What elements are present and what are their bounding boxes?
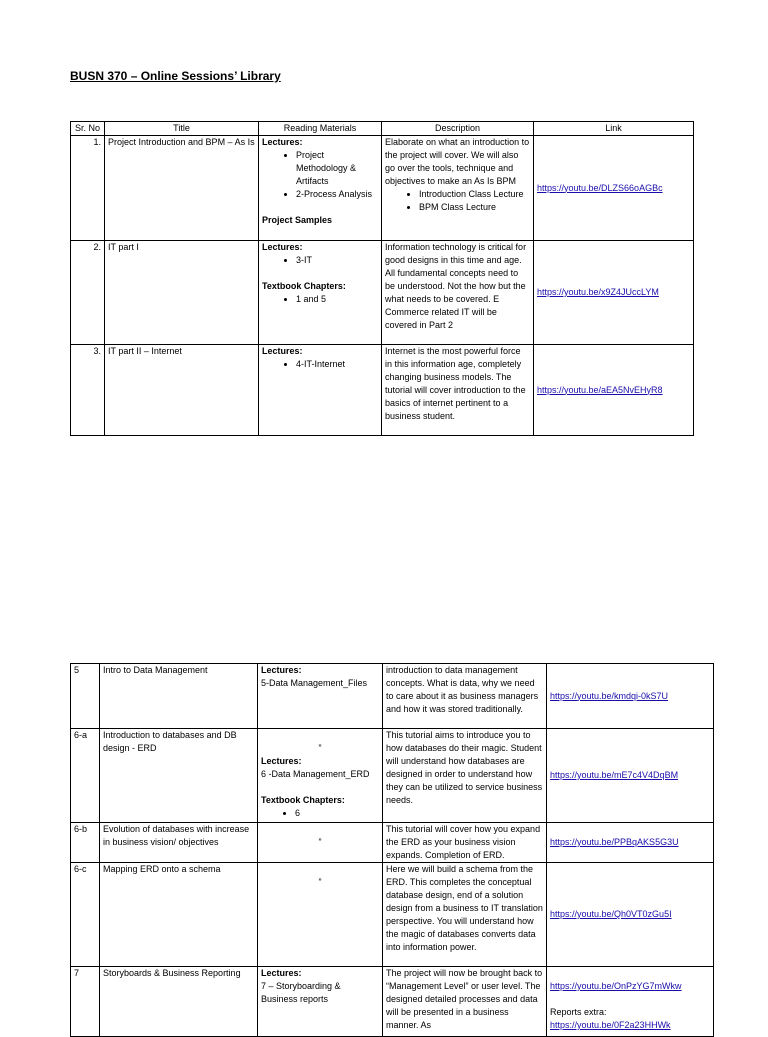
textbook-chapters-label: Textbook Chapters:: [262, 281, 346, 291]
row-reading-materials: [258, 967, 383, 1037]
table-row: [71, 823, 714, 863]
row-reading-materials: [259, 241, 382, 345]
row-number: 7: [71, 967, 100, 1037]
row-title: Mapping ERD onto a schema: [100, 863, 258, 967]
row-link-cell: [547, 729, 714, 823]
row-reading-materials: [258, 729, 383, 823]
row-description: [382, 136, 534, 241]
row-number: 3.: [71, 345, 105, 436]
ditto-mark: ”: [318, 877, 322, 887]
table-row: [71, 967, 714, 1037]
ditto-mark: ”: [318, 837, 322, 847]
lecture-text: 7 – Storyboarding & Business reports: [261, 981, 341, 1004]
video-link[interactable]: https://youtu.be/OnPzYG7mWkw: [550, 981, 682, 991]
row-description: introduction to data management concepts. What is data, why we need to care about it as business managers and how it was stored traditionally.: [383, 664, 547, 729]
row-reading-materials: [258, 863, 383, 967]
row-title: Introduction to databases and DB design - ERD: [100, 729, 258, 823]
video-link[interactable]: https://youtu.be/aEA5NvEHyR8: [537, 384, 663, 395]
reports-extra-link[interactable]: https://youtu.be/0F2a23HHWk: [550, 1020, 671, 1030]
row-link-cell: [534, 136, 694, 241]
row-title: Evolution of databases with increase in business vision/ objectives: [100, 823, 258, 863]
lecture-item: • 4-IT-Internet: [296, 358, 378, 371]
lecture-text: 6 -Data Management_ERD: [261, 769, 370, 779]
table-row: [71, 664, 714, 729]
row-title: Intro to Data Management: [100, 664, 258, 729]
row-link-cell: [547, 967, 714, 1037]
row-reading-materials: [259, 136, 382, 241]
row-reading-materials: [258, 664, 383, 729]
header-reading-materials: Reading Materials: [259, 122, 382, 136]
reports-extra-label: Reports extra:: [550, 1007, 607, 1017]
table-row: [71, 729, 714, 823]
header-link: Link: [534, 122, 694, 136]
video-link[interactable]: https://youtu.be/DLZS66oAGBc: [537, 182, 663, 193]
lectures-label: Lectures:: [261, 665, 302, 675]
row-description: Here we will build a schema from the ERD. This completes the conceptual database design, end of a solution design from a business to IT translation perspective. You will understand how the magic of databases converts data into information power.: [383, 863, 547, 967]
row-link-cell: [534, 345, 694, 436]
description-bullet: • BPM Class Lecture: [419, 201, 530, 214]
video-link[interactable]: https://youtu.be/PPBqAKS5G3U: [550, 837, 679, 847]
row-description: Information technology is critical for good designs in this time and age. All fundamental concepts need to be understood. Not the how but the what needs to be covered. E Commerce related IT will be covered in Part 2: [382, 241, 534, 345]
lectures-label: Lectures:: [262, 242, 303, 252]
row-link-cell: [534, 241, 694, 345]
textbook-item: • 6: [295, 807, 379, 820]
table-row: [71, 345, 694, 436]
lecture-item: • 2-Process Analysis: [296, 188, 378, 201]
row-link-cell: [547, 863, 714, 967]
lecture-text: 5-Data Management_Files: [261, 678, 368, 688]
table-header-row: [71, 122, 694, 136]
video-link[interactable]: https://youtu.be/mE7c4V4DqBM: [550, 770, 679, 780]
row-number: 2.: [71, 241, 105, 345]
project-samples-label: Project Samples: [262, 215, 333, 225]
row-description: This tutorial aims to introduce you to how databases do their magic. Student will understand how databases are designed in order to understand how they can be utilized to service business needs.: [383, 729, 547, 823]
lectures-label: Lectures:: [262, 346, 303, 356]
header-description: Description: [382, 122, 534, 136]
lecture-item: • 3-IT: [296, 254, 378, 267]
sessions-table-2: [70, 663, 714, 1037]
table-row: [71, 241, 694, 345]
row-title: Storyboards & Business Reporting: [100, 967, 258, 1037]
header-title: Title: [105, 122, 259, 136]
document-title: BUSN 370 – Online Sessions’ Library: [70, 69, 281, 83]
video-link[interactable]: https://youtu.be/kmdqi-0kS7U: [550, 690, 669, 701]
row-number: 6-c: [71, 863, 100, 967]
lectures-label: Lectures:: [261, 968, 302, 978]
row-number: 6-b: [71, 823, 100, 863]
row-link-cell: [547, 823, 714, 863]
row-link-cell: [547, 664, 714, 729]
sessions-table-1: [70, 121, 694, 436]
row-title: IT part II – Internet: [105, 345, 259, 436]
table-row: [71, 863, 714, 967]
header-sr-no: Sr. No: [71, 122, 105, 136]
lectures-label: Lectures:: [262, 137, 303, 147]
row-reading-materials: [258, 823, 383, 863]
video-link[interactable]: https://youtu.be/x9Z4JUccLYM: [537, 287, 659, 297]
row-title: Project Introduction and BPM – As Is: [105, 136, 259, 241]
row-number: 5: [71, 664, 100, 729]
textbook-item: • 1 and 5: [296, 293, 378, 306]
table-row: [71, 136, 694, 241]
row-reading-materials: [259, 345, 382, 436]
video-link[interactable]: https://youtu.be/Qh0VT0zGu5I: [550, 909, 672, 919]
textbook-chapters-label: Textbook Chapters:: [261, 795, 345, 805]
ditto-mark: ”: [318, 743, 322, 753]
lectures-label: Lectures:: [261, 756, 302, 766]
row-number: 1.: [71, 136, 105, 241]
row-description: Internet is the most powerful force in this information age, completely changing business models. The tutorial will cover introduction to the basics of internet pertinent to a business student.: [382, 345, 534, 436]
row-description: This tutorial will cover how you expand the ERD as your business vision expands. Completion of ERD.: [383, 823, 547, 863]
row-number: 6-a: [71, 729, 100, 823]
row-title: IT part I: [105, 241, 259, 345]
description-text: Elaborate on what an introduction to the project will cover. We will also go over the tools, technique and objectives to make an As Is BPM: [385, 137, 530, 186]
lecture-item: • Project Methodology & Artifacts: [296, 149, 378, 188]
description-bullet: • Introduction Class Lecture: [419, 188, 530, 201]
row-description: The project will now be brought back to “Management Level” or user level. The designed detailed processes and data will be presented in a business manner. As: [383, 967, 547, 1037]
